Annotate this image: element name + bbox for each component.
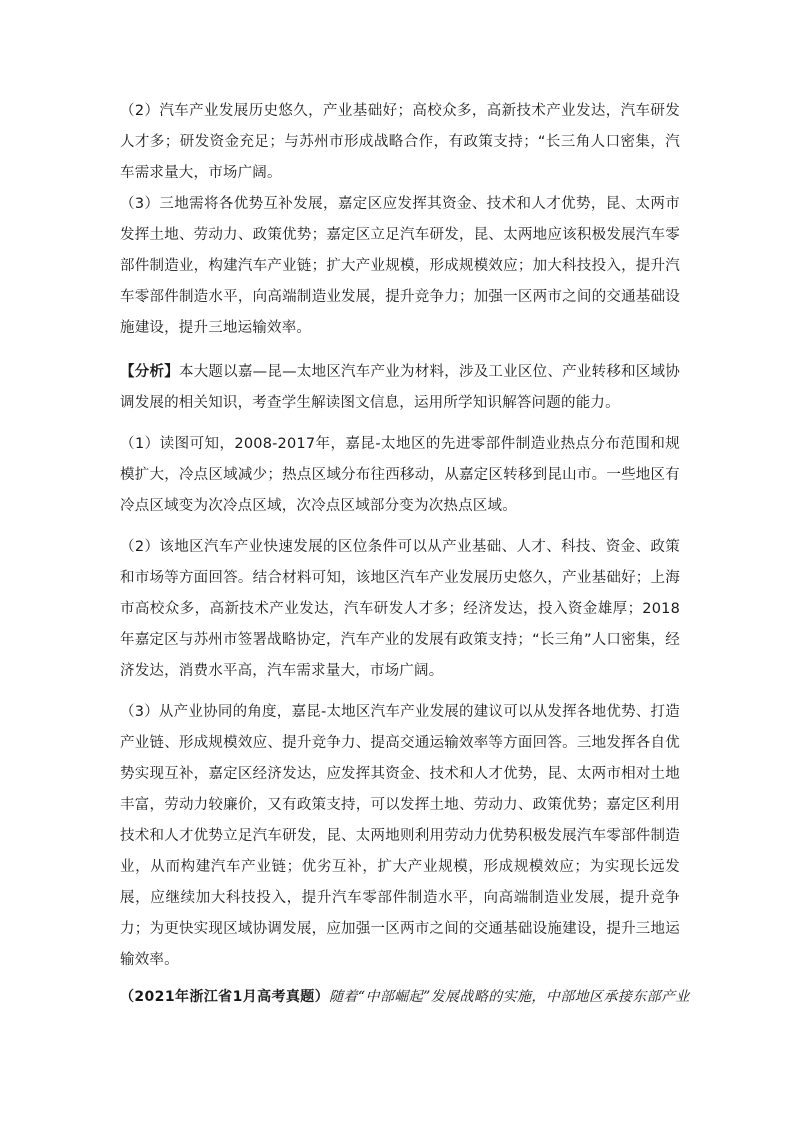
question-source: （2021年浙江省1月高考真题） [120, 989, 330, 1005]
document-page [120, 96, 690, 1013]
analysis-part-1: （1）读图可知，2008-2017年，嘉昆-太地区的先进零部件制造业热点分布范围和规模扩大，冷点区域减少；热点区域分布往西移动，从嘉定区转移到昆山市。一些地区有冷点区域变为次冷点区域，次冷点区域部分变为次热点区域。 [120, 436, 680, 514]
question-text: 随着“中部崛起”发展战略的实施，中部地区承接东部产业 [329, 989, 690, 1005]
answer-part-3: （3）三地需将各优势互补发展，嘉定区应发挥其资金、技术和人才优势，昆、太两市发挥土地、劳动力、政策优势；嘉定区立足汽车研发，昆、太两地应该积极发展汽车零部件制造业，构建汽车产业链；扩大产业规模，形成规模效应；加大科技投入，提升汽车零部件制造水平，向高端制造业发展，提升竞争力；加强一区两市之间的交通基础设施建设，提升三地运输效率。 [120, 196, 680, 336]
analysis-part-2: （2）该地区汽车产业快速发展的区位条件可以从产业基础、人才、科技、资金、政策和市场等方面回答。结合材料可知，该地区汽车产业发展历史悠久，产业基础好；上海市高校众多，高新技术产业发达，汽车研发人才多；经济发达，投入资金雄厚；2018年嘉定区与苏州市签署战略协定，汽车产业的发展有政策支持；“长三角”人口密集，经济发达，消费水平高，汽车需求量大，市场广阔。 [120, 539, 680, 679]
analysis-part-3: （3）从产业协同的角度，嘉昆-太地区汽车产业发展的建议可以从发挥各地优势、打造产业链、形成规模效应、提升竞争力、提高交通运输效率等方面回答。三地发挥各自优势实现互补，嘉定区经济发达，应发挥其资金、技术和人才优势，昆、太两市相对土地丰富，劳动力较廉价，又有政策支持，可以发挥土地、劳动力、政策优势；嘉定区利用技术和人才优势立足汽车研发，昆、太两地则利用劳动力优势积极发展汽车零部件制造业，从而构建汽车产业链；优劣互补，扩大产业规模，形成规模效应；为实现长远发展，应继续加大科技投入，提升汽车零部件制造水平，向高端制造业发展，提升竞争力；为更快实现区域协调发展，应加强一区两市之间的交通基础设施建设，提升三地运输效率。 [120, 704, 680, 968]
next-question [120, 982, 690, 1013]
analysis-intro-text: 本大题以嘉—昆—太地区汽车产业为材料，涉及工业区位、产业转移和区域协调发展的相关知识，考查学生解读图文信息，运用所学知识解答问题的能力。 [120, 364, 680, 411]
analysis-label: 【分析】 [120, 364, 179, 380]
answer-part-2: （2）汽车产业发展历史悠久，产业基础好；高校众多，高新技术产业发达，汽车研发人才多；研发资金充足；与苏州市形成战略合作，有政策支持；“长三角人口密集，汽车需求量大，市场广阔。 [120, 103, 680, 181]
analysis-intro [120, 357, 680, 419]
